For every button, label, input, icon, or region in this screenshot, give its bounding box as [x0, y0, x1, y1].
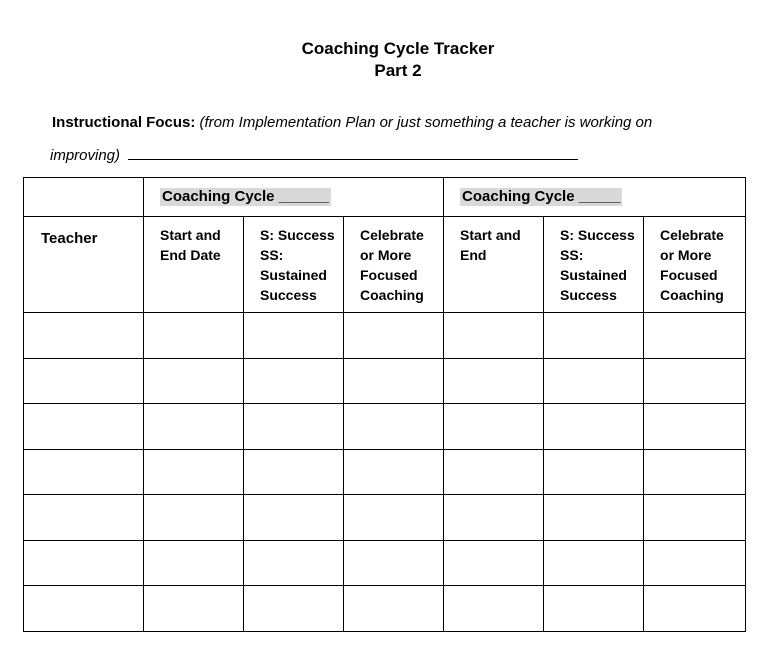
cycle-2-success-cell[interactable] [544, 313, 644, 359]
cycle-1-dates-cell[interactable] [144, 449, 244, 495]
table-body [24, 313, 746, 632]
table-row [24, 586, 746, 632]
coaching-cycle-2-header [444, 178, 746, 217]
cycle-1-dates-cell[interactable] [144, 586, 244, 632]
cycle-2-dates-cell[interactable] [444, 313, 544, 359]
cycle-1-celebrate-label: Celebrate or More Focused Coaching [360, 227, 424, 303]
instructional-focus-row [52, 114, 652, 131]
cycle-1-dates-cell[interactable] [144, 358, 244, 404]
teacher-cell[interactable] [24, 540, 144, 586]
cycle-1-dates-cell[interactable] [144, 404, 244, 450]
cycle-1-celebrate-cell[interactable] [344, 313, 444, 359]
teacher-cell[interactable] [24, 449, 144, 495]
cycle-2-celebrate-header [644, 217, 746, 313]
table-row [24, 449, 746, 495]
instructional-focus-continuation [50, 147, 578, 164]
cycle-header-row [24, 178, 746, 217]
page-title [0, 38, 768, 82]
cycle-1-celebrate-cell[interactable] [344, 358, 444, 404]
cycle-1-dates-cell[interactable] [144, 540, 244, 586]
coaching-cycle-1-label: Coaching Cycle ______ [162, 188, 329, 205]
cycle-2-dates-cell[interactable] [444, 404, 544, 450]
cycle-1-celebrate-cell[interactable] [344, 404, 444, 450]
coaching-cycle-table [23, 177, 746, 632]
cycle-1-success-cell[interactable] [244, 495, 344, 541]
cycle-2-celebrate-cell[interactable] [644, 404, 746, 450]
teacher-cell[interactable] [24, 358, 144, 404]
coaching-cycle-2-label: Coaching Cycle _____ [462, 188, 621, 205]
cycle-2-dates-cell[interactable] [444, 358, 544, 404]
cycle-1-dates-cell[interactable] [144, 495, 244, 541]
cycle-2-dates-cell[interactable] [444, 540, 544, 586]
coaching-cycle-1-header [144, 178, 444, 217]
instructional-focus-hint: (from Implementation Plan or just something a teacher is working on [199, 114, 653, 131]
title-line-2: Part 2 [374, 61, 422, 80]
teacher-cell[interactable] [24, 586, 144, 632]
cycle-2-dates-label: Start and End [460, 227, 521, 263]
title-line-1: Coaching Cycle Tracker [301, 39, 495, 58]
blank-header-cell [24, 178, 144, 217]
cycle-1-success-cell[interactable] [244, 404, 344, 450]
cycle-2-celebrate-cell[interactable] [644, 358, 746, 404]
cycle-1-success-cell[interactable] [244, 313, 344, 359]
cycle-1-dates-header [144, 217, 244, 313]
cycle-1-celebrate-cell[interactable] [344, 495, 444, 541]
table-row [24, 313, 746, 359]
instructional-focus-hint-end: improving) [50, 147, 121, 164]
cycle-2-success-cell[interactable] [544, 449, 644, 495]
cycle-1-success-cell[interactable] [244, 358, 344, 404]
cycle-1-success-cell[interactable] [244, 586, 344, 632]
cycle-1-dates-cell[interactable] [144, 313, 244, 359]
instructional-focus-label: Instructional Focus: [52, 114, 196, 131]
table-row [24, 495, 746, 541]
cycle-1-celebrate-cell[interactable] [344, 540, 444, 586]
cycle-2-celebrate-cell[interactable] [644, 449, 746, 495]
table-row [24, 540, 746, 586]
cycle-1-success-label: S: Success SS: Sustained Success [260, 227, 335, 303]
cycle-2-dates-cell[interactable] [444, 586, 544, 632]
table-row [24, 404, 746, 450]
cycle-2-celebrate-cell[interactable] [644, 586, 746, 632]
table-row [24, 358, 746, 404]
teacher-column-header [24, 217, 144, 313]
cycle-2-celebrate-label: Celebrate or More Focused Coaching [660, 227, 724, 303]
cycle-2-success-label: S: Success SS: Sustained Success [560, 227, 635, 303]
teacher-cell[interactable] [24, 495, 144, 541]
cycle-1-success-header [244, 217, 344, 313]
cycle-2-success-cell[interactable] [544, 495, 644, 541]
cycle-2-dates-cell[interactable] [444, 449, 544, 495]
cycle-1-dates-label: Start and End Date [160, 227, 221, 263]
cycle-1-celebrate-cell[interactable] [344, 586, 444, 632]
teacher-cell[interactable] [24, 404, 144, 450]
cycle-2-dates-header [444, 217, 544, 313]
cycle-2-celebrate-cell[interactable] [644, 540, 746, 586]
cycle-1-success-cell[interactable] [244, 449, 344, 495]
cycle-1-success-cell[interactable] [244, 540, 344, 586]
teacher-column-label: Teacher [41, 230, 98, 247]
teacher-cell[interactable] [24, 313, 144, 359]
column-header-row [24, 217, 746, 313]
cycle-2-dates-cell[interactable] [444, 495, 544, 541]
cycle-2-success-header [544, 217, 644, 313]
cycle-2-celebrate-cell[interactable] [644, 313, 746, 359]
cycle-2-success-cell[interactable] [544, 358, 644, 404]
cycle-2-success-cell[interactable] [544, 404, 644, 450]
cycle-2-success-cell[interactable] [544, 540, 644, 586]
cycle-1-celebrate-cell[interactable] [344, 449, 444, 495]
cycle-2-success-cell[interactable] [544, 586, 644, 632]
cycle-1-celebrate-header [344, 217, 444, 313]
cycle-2-celebrate-cell[interactable] [644, 495, 746, 541]
instructional-focus-blank[interactable] [128, 147, 578, 160]
